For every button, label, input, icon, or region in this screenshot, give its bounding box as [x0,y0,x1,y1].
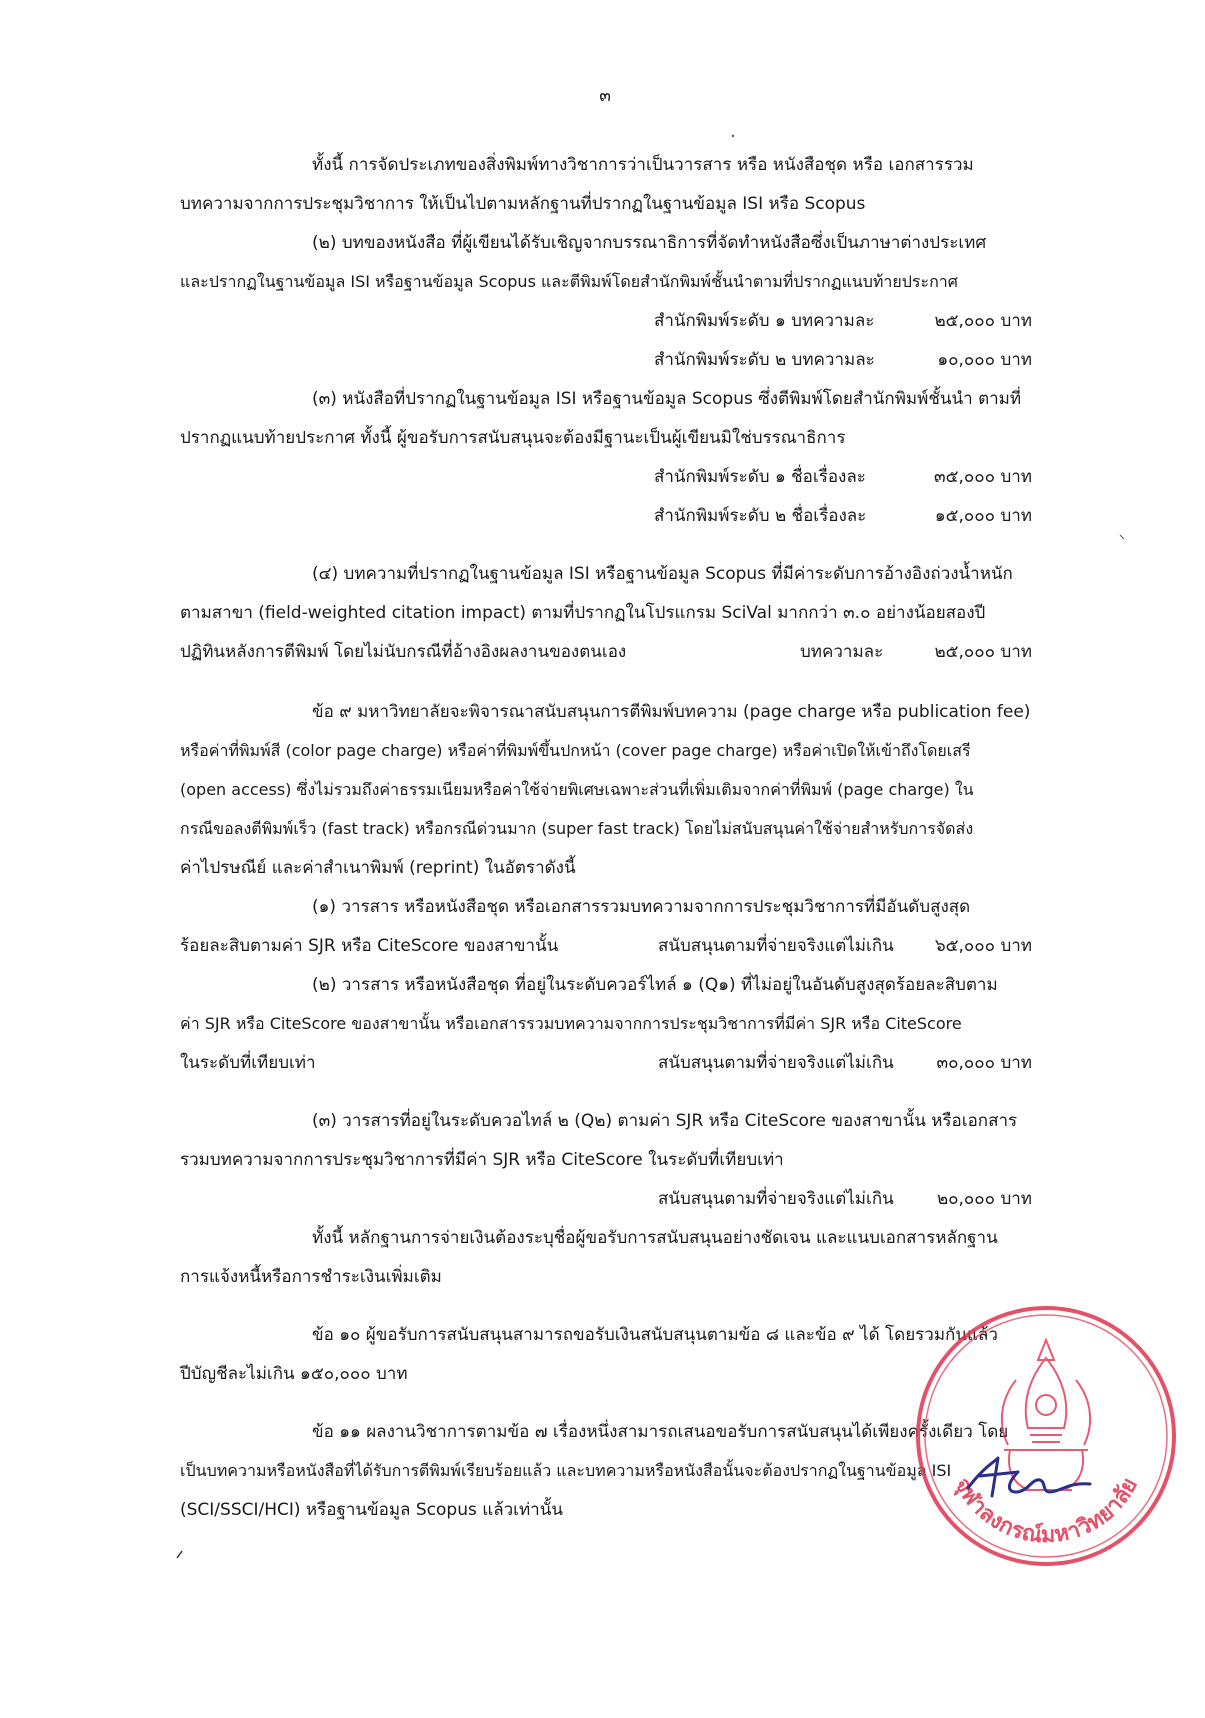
paragraph-line: หรือค่าที่พิมพ์สี (color page charge) หรือค่าที่พิมพ์ขึ้นปกหน้า (cover page charge) หรือค่าเปิดให้เข้าถึงโดยเสรี [180,741,971,760]
paragraph-line: บทความจากการประชุมวิชาการ ให้เป็นไปตามหลักฐานที่ปรากฏในฐานข้อมูล ISI หรือ Scopus [180,194,866,214]
rate-amount: ๒๕,๐๐๐ บาท [934,311,1032,331]
paragraph-line: ข้อ ๑๑ ผลงานวิชาการตามข้อ ๗ เรื่องหนึ่งสามารถเสนอขอรับการสนับสนุนได้เพียงครั้งเดียว โดย [312,1422,1009,1442]
paragraph-line: ค่า SJR หรือ CiteScore ของสาขานั้น หรือเอกสารรวมบทความจากการประชุมวิชาการที่มีค่า SJR หรือ CiteScore [180,1014,962,1033]
paragraph-line: ตามสาขา (field-weighted citation impact) ตามที่ปรากฏในโปรแกรม SciVal มากกว่า ๓.๐ อย่างน้อยสองปี [180,603,986,623]
paragraph-line: (๑) วารสาร หรือหนังสือชุด หรือเอกสารรวมบทความจากการประชุมวิชาการที่มีอันดับสูงสุด [312,897,971,917]
page-number: ๓ [599,86,611,106]
paragraph-line: (๓) หนังสือที่ปรากฏในฐานข้อมูล ISI หรือฐานข้อมูล Scopus ซึ่งตีพิมพ์โดยสำนักพิมพ์ชั้นนำ ตามที่ [312,389,1022,409]
paragraph-line: ทั้งนี้ การจัดประเภทของสิ่งพิมพ์ทางวิชาการว่าเป็นวารสาร หรือ หนังสือชุด หรือ เอกสารรวม [312,155,974,175]
paragraph-line: ค่าไปรษณีย์ และค่าสำเนาพิมพ์ (reprint) ในอัตราดังนี้ [180,858,576,878]
rate-amount: ๒๕,๐๐๐ บาท [934,642,1032,662]
paragraph-line: (๒) บทของหนังสือ ที่ผู้เขียนได้รับเชิญจากบรรณาธิการที่จัดทำหนังสือซึ่งเป็นภาษาต่างประเทศ [312,233,987,253]
paragraph-line: ทั้งนี้ หลักฐานการจ่ายเงินต้องระบุชื่อผู้ขอรับการสนับสนุนอย่างชัดเจน และแนบเอกสารหลักฐาน [312,1228,998,1248]
rate-label: สำนักพิมพ์ระดับ ๑ ชื่อเรื่องละ [654,467,866,487]
paragraph-line: และปรากฏในฐานข้อมูล ISI หรือฐานข้อมูล Scopus และตีพิมพ์โดยสำนักพิมพ์ชั้นนำตามที่ปรากฏแนบท้ายประกาศ [180,272,958,291]
scan-mark [730,133,736,139]
scan-mark [174,1548,186,1560]
paragraph-line: ข้อ ๑๐ ผู้ขอรับการสนับสนุนสามารถขอรับเงินสนับสนุนตามข้อ ๘ และข้อ ๙ ได้ โดยรวมกันแล้ว [312,1325,998,1345]
paragraph-line: (SCI/SSCI/HCI) หรือฐานข้อมูล Scopus แล้วเท่านั้น [180,1500,563,1520]
paragraph-line: การแจ้งหนี้หรือการชำระเงินเพิ่มเติม [180,1267,442,1287]
seal-text: จุฬาลงกรณ์มหาวิทยาลัย [949,1473,1143,1549]
rate-label: สำนักพิมพ์ระดับ ๑ บทความละ [654,311,875,331]
rate-label: สำนักพิมพ์ระดับ ๒ ชื่อเรื่องละ [654,506,867,526]
paragraph-line: (open access) ซึ่งไม่รวมถึงค่าธรรมเนียมหรือค่าใช้จ่ายพิเศษเฉพาะส่วนที่เพิ่มเติมจากค่าที่พิมพ์ (page charge) ใน [180,780,974,799]
rate-label: สนับสนุนตามที่จ่ายจริงแต่ไม่เกิน [658,1189,894,1209]
university-seal-stamp [910,1300,1182,1572]
paragraph-line: ร้อยละสิบตามค่า SJR หรือ CiteScore ของสาขานั้น [180,936,559,956]
paragraph-line: (๒) วารสาร หรือหนังสือชุด ที่อยู่ในระดับควอร์ไทล์ ๑ (Q๑) ที่ไม่อยู่ในอันดับสูงสุดร้อยละสิบตาม [312,975,998,995]
rate-amount: ๑๕,๐๐๐ บาท [934,506,1032,526]
rate-amount: ๑๐,๐๐๐ บาท [937,350,1032,370]
rate-label: สำนักพิมพ์ระดับ ๒ บทความละ [654,350,875,370]
rate-label: สนับสนุนตามที่จ่ายจริงแต่ไม่เกิน [658,936,894,956]
rate-amount: ๓๐,๐๐๐ บาท [936,1053,1032,1073]
paragraph-line: ในระดับที่เทียบเท่า [180,1053,316,1073]
handwritten-signature [958,1448,1098,1508]
rate-amount: ๓๕,๐๐๐ บาท [934,467,1032,487]
paragraph-line: (๓) วารสารที่อยู่ในระดับควอไทล์ ๒ (Q๒) ตามค่า SJR หรือ CiteScore ของสาขานั้น หรือเอกสาร [312,1111,1018,1131]
paragraph-line: เป็นบทความหรือหนังสือที่ได้รับการตีพิมพ์เรียบร้อยแล้ว และบทความหรือหนังสือนั้นจะต้องปรากฏในฐานข้อมูล ISI [180,1461,952,1480]
paragraph-line: รวมบทความจากการประชุมวิชาการที่มีค่า SJR หรือ CiteScore ในระดับที่เทียบเท่า [180,1150,784,1170]
paragraph-line: ข้อ ๙ มหาวิทยาลัยจะพิจารณาสนับสนุนการตีพิมพ์บทความ (page charge หรือ publication fee) [312,702,1031,722]
paragraph-line: (๔) บทความที่ปรากฏในฐานข้อมูล ISI หรือฐานข้อมูล Scopus ที่มีค่าระดับการอ้างอิงถ่วงน้ำหนัก [312,564,1013,584]
rate-label: สนับสนุนตามที่จ่ายจริงแต่ไม่เกิน [658,1053,894,1073]
rate-amount: ๖๕,๐๐๐ บาท [934,936,1032,956]
paragraph-line: ปรากฏแนบท้ายประกาศ ทั้งนี้ ผู้ขอรับการสนับสนุนจะต้องมีฐานะเป็นผู้เขียนมิใช่บรรณาธิการ [180,428,846,448]
paragraph-line: ปีบัญชีละไม่เกิน ๑๕๐,๐๐๐ บาท [180,1364,408,1384]
paragraph-line: ปฏิทินหลังการตีพิมพ์ โดยไม่นับกรณีที่อ้างอิงผลงานของตนเอง [180,642,627,662]
rate-amount: ๒๐,๐๐๐ บาท [936,1189,1032,1209]
rate-label: บทความละ [800,642,884,662]
paragraph-line: กรณีขอลงตีพิมพ์เร็ว (fast track) หรือกรณีด่วนมาก (super fast track) โดยไม่สนับสนุนค่าใช้จ่ายสำหรับการจัดส่ง [180,819,974,838]
scan-mark [1118,533,1126,541]
